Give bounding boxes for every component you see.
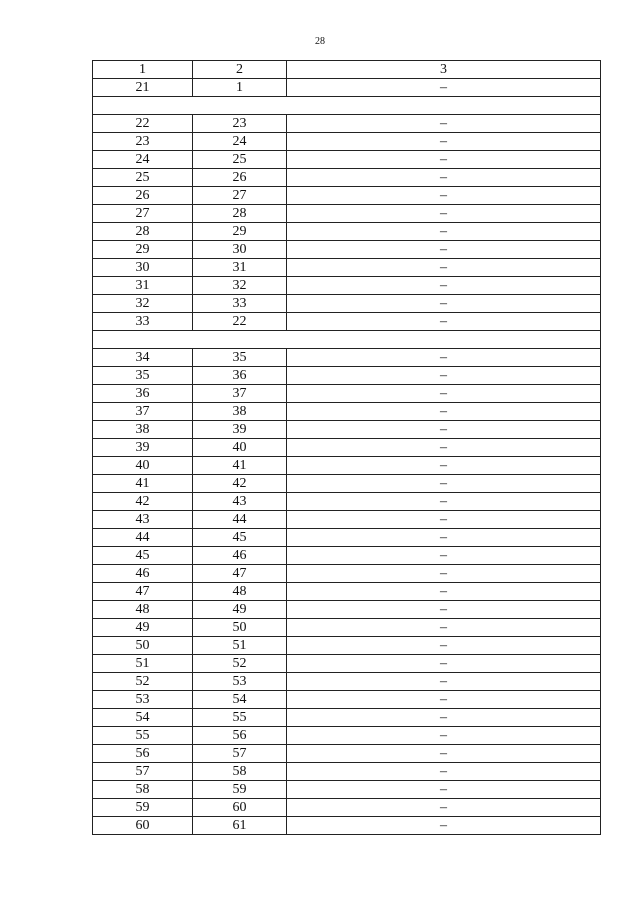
table-cell: –	[287, 313, 601, 331]
data-table	[92, 60, 601, 835]
table-cell: 26	[93, 187, 193, 205]
table-row	[93, 421, 601, 439]
table-cell: –	[287, 763, 601, 781]
table-cell: –	[287, 421, 601, 439]
header-cell: 3	[287, 61, 601, 79]
table-cell: –	[287, 745, 601, 763]
table-cell: 35	[93, 367, 193, 385]
table-row	[93, 691, 601, 709]
table-row	[93, 655, 601, 673]
separator-cell	[93, 331, 601, 349]
table-cell: 33	[93, 313, 193, 331]
table-cell: 31	[93, 277, 193, 295]
table-cell: 50	[193, 619, 287, 637]
header-row	[93, 61, 601, 79]
table-cell: 24	[93, 151, 193, 169]
table-row	[93, 385, 601, 403]
table-cell: 39	[93, 439, 193, 457]
table-row	[93, 367, 601, 385]
table-row	[93, 439, 601, 457]
table-row	[93, 565, 601, 583]
table-cell: 43	[93, 511, 193, 529]
table-cell: 45	[193, 529, 287, 547]
table-cell: 48	[93, 601, 193, 619]
table-cell: –	[287, 403, 601, 421]
table-row	[93, 673, 601, 691]
table-cell: 30	[193, 241, 287, 259]
group-separator-row	[93, 331, 601, 349]
table-cell: 27	[93, 205, 193, 223]
table-row	[93, 475, 601, 493]
table-cell: 41	[193, 457, 287, 475]
table-cell: –	[287, 619, 601, 637]
table-cell: –	[287, 799, 601, 817]
table-cell: –	[287, 511, 601, 529]
table-row	[93, 169, 601, 187]
table-cell: 51	[93, 655, 193, 673]
table-cell: –	[287, 817, 601, 835]
table-cell: 42	[193, 475, 287, 493]
table-row	[93, 799, 601, 817]
table-cell: 22	[193, 313, 287, 331]
table-cell: –	[287, 259, 601, 277]
table-cell: 35	[193, 349, 287, 367]
table-row	[93, 187, 601, 205]
table-row	[93, 529, 601, 547]
table-row	[93, 277, 601, 295]
table-cell: 27	[193, 187, 287, 205]
table-cell: 23	[193, 115, 287, 133]
table-cell: –	[287, 223, 601, 241]
table-cell: 54	[93, 709, 193, 727]
table-cell: –	[287, 493, 601, 511]
table-cell: 53	[93, 691, 193, 709]
table-cell: –	[287, 601, 601, 619]
table-cell: –	[287, 187, 601, 205]
table-cell: –	[287, 133, 601, 151]
table-row	[93, 295, 601, 313]
table-row	[93, 313, 601, 331]
table-cell: 30	[93, 259, 193, 277]
separator-cell	[93, 97, 601, 115]
table-cell: 38	[93, 421, 193, 439]
table-cell: –	[287, 439, 601, 457]
table-row	[93, 349, 601, 367]
table-cell: 25	[93, 169, 193, 187]
table-cell: 37	[93, 403, 193, 421]
table-cell: –	[287, 349, 601, 367]
group-separator-row	[93, 97, 601, 115]
table-cell: 52	[193, 655, 287, 673]
table-cell: 36	[93, 385, 193, 403]
table-cell: 31	[193, 259, 287, 277]
table-cell: –	[287, 781, 601, 799]
table-cell: 47	[193, 565, 287, 583]
table-row	[93, 619, 601, 637]
table-cell: 58	[193, 763, 287, 781]
table-row	[93, 259, 601, 277]
table-cell: 28	[93, 223, 193, 241]
table-cell: 43	[193, 493, 287, 511]
table-row	[93, 79, 601, 97]
table-row	[93, 151, 601, 169]
table-cell: –	[287, 151, 601, 169]
table-cell: –	[287, 565, 601, 583]
table-cell: 40	[93, 457, 193, 475]
header-cell: 2	[193, 61, 287, 79]
table-cell: 49	[93, 619, 193, 637]
table-row	[93, 511, 601, 529]
table-cell: 34	[93, 349, 193, 367]
table-row	[93, 745, 601, 763]
table-cell: –	[287, 169, 601, 187]
table-cell: –	[287, 727, 601, 745]
table-cell: 46	[193, 547, 287, 565]
table-cell: 56	[193, 727, 287, 745]
table-row	[93, 781, 601, 799]
table-cell: –	[287, 637, 601, 655]
table-row	[93, 457, 601, 475]
table-cell: 26	[193, 169, 287, 187]
table-cell: 21	[93, 79, 193, 97]
table-row	[93, 115, 601, 133]
table-cell: –	[287, 655, 601, 673]
table-cell: 39	[193, 421, 287, 439]
table-cell: –	[287, 367, 601, 385]
table-cell: –	[287, 295, 601, 313]
table-row	[93, 547, 601, 565]
table-cell: 45	[93, 547, 193, 565]
table-cell: 33	[193, 295, 287, 313]
table-cell: 55	[193, 709, 287, 727]
table-row	[93, 223, 601, 241]
table-cell: 32	[93, 295, 193, 313]
table-cell: 41	[93, 475, 193, 493]
table-cell: 48	[193, 583, 287, 601]
table-cell: –	[287, 529, 601, 547]
table-row	[93, 133, 601, 151]
header-cell: 1	[93, 61, 193, 79]
table-cell: 44	[93, 529, 193, 547]
table-cell: 38	[193, 403, 287, 421]
table-cell: –	[287, 79, 601, 97]
table-row	[93, 817, 601, 835]
page-number: 28	[315, 36, 325, 47]
table-cell: 32	[193, 277, 287, 295]
table-cell: 59	[193, 781, 287, 799]
table-body	[93, 61, 601, 835]
table-row	[93, 709, 601, 727]
table-cell: 40	[193, 439, 287, 457]
table-cell: 57	[93, 763, 193, 781]
table-cell: –	[287, 583, 601, 601]
table-row	[93, 403, 601, 421]
table-cell: 37	[193, 385, 287, 403]
table-cell: –	[287, 673, 601, 691]
table-cell: 57	[193, 745, 287, 763]
table-cell: –	[287, 277, 601, 295]
table-cell: 47	[93, 583, 193, 601]
table-row	[93, 205, 601, 223]
table-cell: –	[287, 547, 601, 565]
table-cell: 24	[193, 133, 287, 151]
table-cell: –	[287, 205, 601, 223]
table-cell: 54	[193, 691, 287, 709]
table-cell: –	[287, 457, 601, 475]
table-cell: 60	[93, 817, 193, 835]
table-cell: 28	[193, 205, 287, 223]
table-row	[93, 493, 601, 511]
table-cell: 53	[193, 673, 287, 691]
table-cell: 50	[93, 637, 193, 655]
table-row	[93, 601, 601, 619]
table-cell: 60	[193, 799, 287, 817]
table-cell: 56	[93, 745, 193, 763]
table-row	[93, 763, 601, 781]
table-cell: 61	[193, 817, 287, 835]
table-cell: 1	[193, 79, 287, 97]
table-row	[93, 637, 601, 655]
table-cell: 59	[93, 799, 193, 817]
table-cell: 36	[193, 367, 287, 385]
table-row	[93, 727, 601, 745]
table-cell: 42	[93, 493, 193, 511]
table-cell: 25	[193, 151, 287, 169]
table-cell: –	[287, 115, 601, 133]
table-cell: 51	[193, 637, 287, 655]
table-cell: 29	[193, 223, 287, 241]
table-row	[93, 241, 601, 259]
table-cell: –	[287, 691, 601, 709]
table-cell: 23	[93, 133, 193, 151]
table-cell: 44	[193, 511, 287, 529]
table-row	[93, 583, 601, 601]
table-cell: –	[287, 385, 601, 403]
table-cell: 29	[93, 241, 193, 259]
table-cell: 49	[193, 601, 287, 619]
table-cell: –	[287, 475, 601, 493]
table-cell: –	[287, 709, 601, 727]
table-cell: 55	[93, 727, 193, 745]
table-cell: 22	[93, 115, 193, 133]
table-cell: 58	[93, 781, 193, 799]
table-cell: 46	[93, 565, 193, 583]
table-cell: –	[287, 241, 601, 259]
table-cell: 52	[93, 673, 193, 691]
